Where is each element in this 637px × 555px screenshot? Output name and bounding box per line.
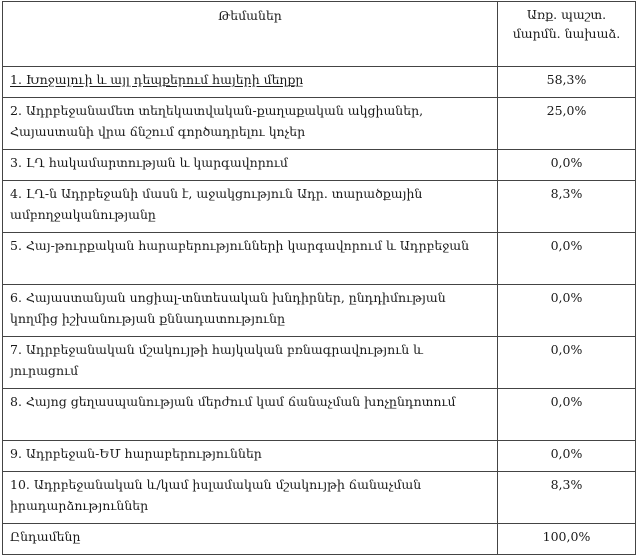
row-topic: 7. Ադրբեջանական մշակույթի հայկական բռնագրավություն և յուրացում [3,337,498,389]
header-share: Առք. պաշտ. մարմն. նախաձ. [498,2,636,67]
row-topic: 4. ԼՂ-ն Ադրբեջանի մասն է, աջակցություն Ադր. տարածքային ամբողջականությանը [3,181,498,233]
table-row [3,472,636,524]
row-topic: 3. ԼՂ հակամարտության և կարգավորում [3,150,498,181]
table-row [3,389,636,441]
row-value: 25,0% [498,98,636,150]
row-topic: 1. Խոջալուի և այլ դեպքերում հայերի մեղքը [3,67,498,98]
row-topic: 6. Հայաստանյան սոցիալ-տնտեսական խնդիրներ, ընդդիմության կողմից իշխանության քննադատությունը [3,285,498,337]
table-row [3,285,636,337]
total-label: Ընդամենը [3,524,498,555]
table-row [3,150,636,181]
row-topic: 2. Ադրբեջանամետ տեղեկատվական-քաղաքական ակցիաներ, Հայաստանի վրա ճնշում գործադրելու կոչեր [3,98,498,150]
table-row [3,67,636,98]
row-topic: 8. Հայոց ցեղասպանության մերժում կամ ճանաչման խոչընդոտում [3,389,498,441]
row-value: 0,0% [498,150,636,181]
table-row [3,233,636,285]
row-value: 8,3% [498,472,636,524]
header-topics: Թեմաներ [3,2,498,67]
row-value: 0,0% [498,441,636,472]
table-row [3,181,636,233]
total-value: 100,0% [498,524,636,555]
row-value: 0,0% [498,389,636,441]
table-row [3,98,636,150]
topics-table [2,1,636,555]
row-topic: 10. Ադրբեջանական և/կամ իսլամական մշակույթի ճանաչման իրադարձություններ [3,472,498,524]
table-header-row [3,2,636,67]
data-table-container [2,1,636,555]
row-value: 58,3% [498,67,636,98]
table-row [3,337,636,389]
row-value: 0,0% [498,285,636,337]
row-topic: 5. Հայ-թուրքական հարաբերությունների կարգավորում և Ադրբեջան [3,233,498,285]
table-row [3,441,636,472]
row-value: 8,3% [498,181,636,233]
table-total-row [3,524,636,555]
row-value: 0,0% [498,233,636,285]
row-topic: 9. Ադրբեջան-ԵՄ հարաբերություններ [3,441,498,472]
row-value: 0,0% [498,337,636,389]
